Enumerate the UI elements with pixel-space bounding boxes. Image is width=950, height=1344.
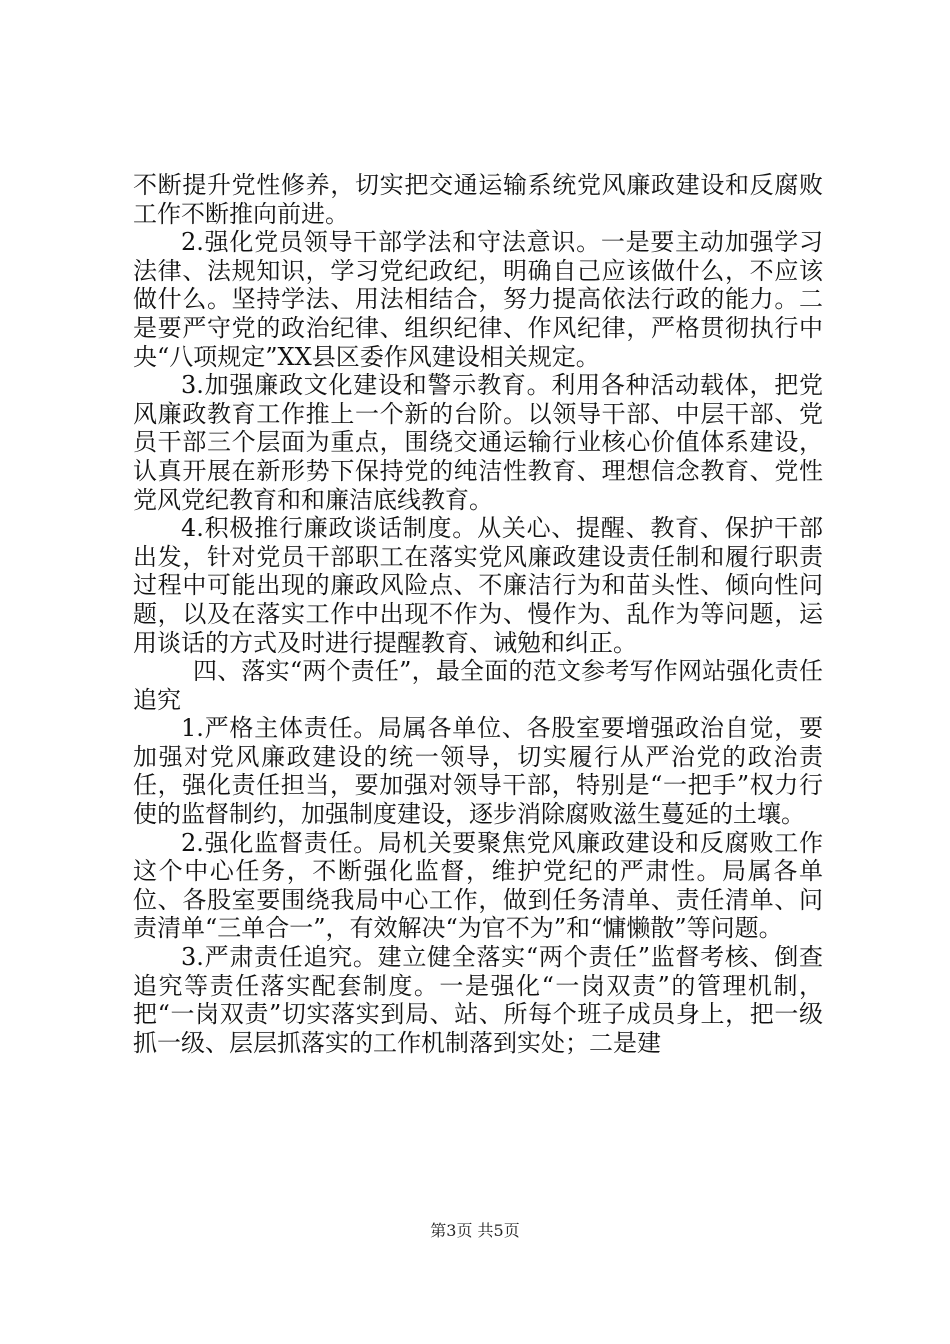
- paragraph-item-3-accountability: 3.严肃责任追究。建立健全落实“两个责任”监督考核、倒查追究等责任落实配套制度。一是强化“一岗双责”的管理机制，把“一岗双责”切实落实到局、站、所每个班子成员身上，把一级抓一级、层层抓落实的工作机制落到实处；二是建: [133, 943, 823, 1057]
- paragraph-item-4-integrity-talks: 4.积极推行廉政谈话制度。从关心、提醒、教育、保护干部出发，针对党员干部职工在落实党风廉政建设责任制和履行职责过程中可能出现的廉政风险点、不廉洁行为和苗头性、倾向性问题，以及在落实工作中出现不作为、慢作为、乱作为等问题，运用谈话的方式及时进行提醒教育、诫勉和纠正。: [133, 514, 823, 657]
- paragraph-item-3-integrity-culture: 3.加强廉政文化建设和警示教育。利用各种活动载体，把党风廉政教育工作推上一个新的台阶。以领导干部、中层干部、党员干部三个层面为重点，围绕交通运输行业核心价值体系建设，认真开展在新形势下保持党的纯洁性教育、理想信念教育、党性党风党纪教育和和廉洁底线教育。: [133, 371, 823, 514]
- section-heading-four: 四、落实“两个责任”，最全面的范文参考写作网站强化责任追究: [133, 657, 823, 714]
- paragraph-continuation: 不断提升党性修养，切实把交通运输系统党风廉政建设和反腐败工作不断推向前进。: [133, 171, 823, 228]
- paragraph-item-2-supervision-responsibility: 2.强化监督责任。局机关要聚焦党风廉政建设和反腐败工作这个中心任务，不断强化监督，维护党纪的严肃性。局属各单位、各股室要围绕我局中心工作，做到任务清单、责任清单、问责清单“三单合一”，有效解决“为官不为”和“慵懒散”等问题。: [133, 828, 823, 943]
- page-number-footer: 第3页 共5页: [430, 1221, 520, 1240]
- paragraph-item-2-law-awareness: 2.强化党员领导干部学法和守法意识。一是要主动加强学习法律、法规知识，学习党纪政纪，明确自己应该做什么，不应该做什么。坚持学法、用法相结合，努力提高依法行政的能力。二是要严守党的政治纪律、组织纪律、作风纪律，严格贯彻执行中央“八项规定”XX县区委作风建设相关规定。: [133, 228, 823, 371]
- paragraph-item-1-main-responsibility: 1.严格主体责任。局属各单位、各股室要增强政治自觉，要加强对党风廉政建设的统一领导，切实履行从严治党的政治责任，强化责任担当，要加强对领导干部，特别是“一把手”权力行使的监督制约，加强制度建设，逐步消除腐败滋生蔓延的土壤。: [133, 714, 823, 829]
- document-body: [133, 171, 823, 1057]
